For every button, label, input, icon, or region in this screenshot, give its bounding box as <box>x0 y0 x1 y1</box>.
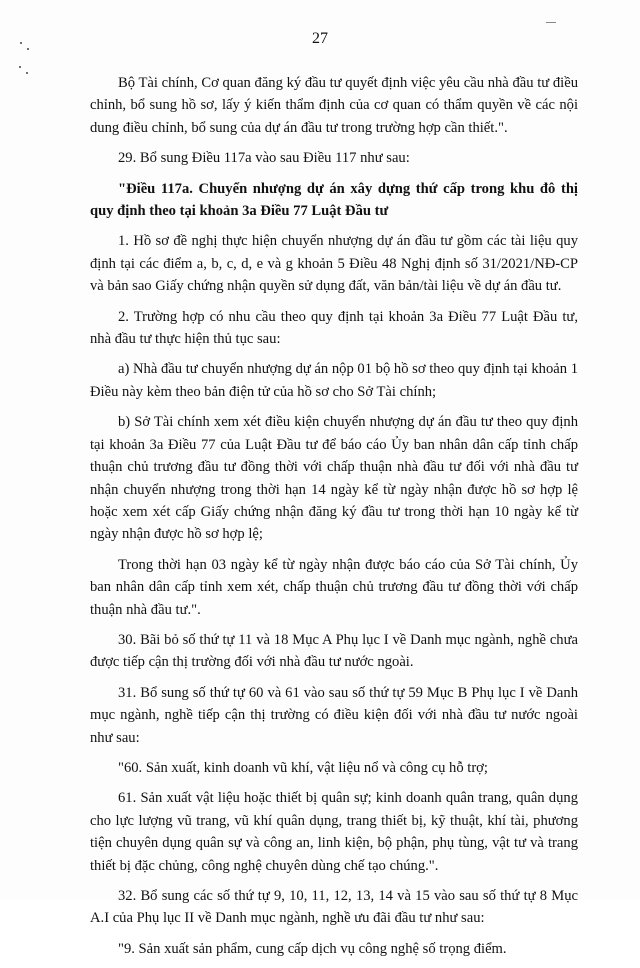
scan-speck <box>19 66 21 68</box>
paragraph-entry-60: "60. Sản xuất, kinh doanh vũ khí, vật liệu nổ và công cụ hỗ trợ; <box>118 759 488 776</box>
paragraph-item-30: 30. Bãi bỏ số thứ tự 11 và 18 Mục A Phụ lục I về Danh mục ngành, nghề chưa được tiếp cận thị trường đối với nhà đầu tư nước ngoài. <box>90 631 578 671</box>
paragraph-point-a: a) Nhà đầu tư chuyển nhượng dự án nộp 01 bộ hồ sơ theo quy định tại khoản 1 Điều này kèm theo bản điện tử của hồ sơ cho Sở Tài chính; <box>90 361 578 400</box>
paragraph-clause-2: 2. Trường hợp có nhu cầu theo quy định tại khoản 3a Điều 77 Luật Đầu tư, nhà đầu tư thực hiện thủ tục sau: <box>90 308 578 348</box>
document-body <box>90 72 578 968</box>
article-117a-heading: "Điều 117a. Chuyển nhượng dự án xây dựng thứ cấp trong khu đô thị quy định theo tại khoản 3a Điều 77 Luật Đầu tư <box>90 180 578 220</box>
scan-speck <box>27 48 29 50</box>
paragraph-point-b: b) Sở Tài chính xem xét điều kiện chuyển nhượng dự án đầu tư theo quy định tại khoản 3a Điều 77 của Luật Đầu tư để báo cáo Ủy ban nhân dân cấp tỉnh chấp thuận chủ trương đầu tư đồng thời với chấp thuận nhà đầu tư đối với nhà đầu tư nhận chuyển nhượng trong thời hạn 14 ngày kể từ ngày nhận được hồ sơ hợp lệ hoặc xem xét cấp Giấy chứng nhận đăng ký đầu tư trong thời hạn 10 ngày kể từ ngày nhận được hồ sơ hợp lệ; <box>90 414 578 543</box>
paragraph-entry-61: 61. Sản xuất vật liệu hoặc thiết bị quân sự; kinh doanh quân trang, quân dụng cho lực lượng vũ trang, vũ khí quân dụng, trang thiết bị, kỹ thuật, khí tài, phương tiện chuyên dụng quân sự và công an, linh kiện, bộ phận, phụ tùng, vật tư và trang thiết bị đặc chủng, công nghệ chuyên dùng chế tạo chúng.". <box>90 790 578 874</box>
scan-specks <box>18 42 32 82</box>
scan-speck <box>26 72 28 74</box>
paragraph-clause-1: 1. Hồ sơ đề nghị thực hiện chuyển nhượng dự án đầu tư gồm các tài liệu quy định tại các điểm a, b, c, d, e và g khoản 5 Điều 48 Nghị định số 31/2021/NĐ-CP và bản sao Giấy chứng nhận quyền sử dụng đất, văn bản/tài liệu về dự án đầu tư. <box>90 233 578 295</box>
paragraph-item-31: 31. Bổ sung số thứ tự 60 và 61 vào sau số thứ tự 59 Mục B Phụ lục I về Danh mục ngành, nghề tiếp cận thị trường có điều kiện đối với nhà đầu tư nước ngoài như sau: <box>90 684 578 746</box>
paragraph-entry-9: "9. Sản xuất sản phẩm, cung cấp dịch vụ công nghệ số trọng điểm. <box>118 940 507 957</box>
paragraph-item-29: 29. Bổ sung Điều 117a vào sau Điều 117 như sau: <box>118 150 410 167</box>
paragraph-item-32: 32. Bổ sung các số thứ tự 9, 10, 11, 12, 13, 14 và 15 vào sau số thứ tự 8 Mục A.I của Phụ lục II về Danh mục ngành, nghề ưu đãi đầu tư như sau: <box>90 888 578 927</box>
page-number: 27 <box>312 30 328 47</box>
paragraph-ministry-adjustment: Bộ Tài chính, Cơ quan đăng ký đầu tư quyết định việc yêu cầu nhà đầu tư điều chỉnh, bổ sung hồ sơ, lấy ý kiến thẩm định của cơ quan có thẩm quyền về các nội dung điều chỉnh, bổ sung của dự án đầu tư trong trường hợp cần thiết.". <box>90 75 578 136</box>
paragraph-03-days: Trong thời hạn 03 ngày kể từ ngày nhận được báo cáo của Sở Tài chính, Ủy ban nhân dân cấp tỉnh xem xét, chấp thuận chủ trương đầu tư đồng thời với chấp thuận nhà đầu tư.". <box>90 556 578 618</box>
scan-mark <box>546 22 556 23</box>
